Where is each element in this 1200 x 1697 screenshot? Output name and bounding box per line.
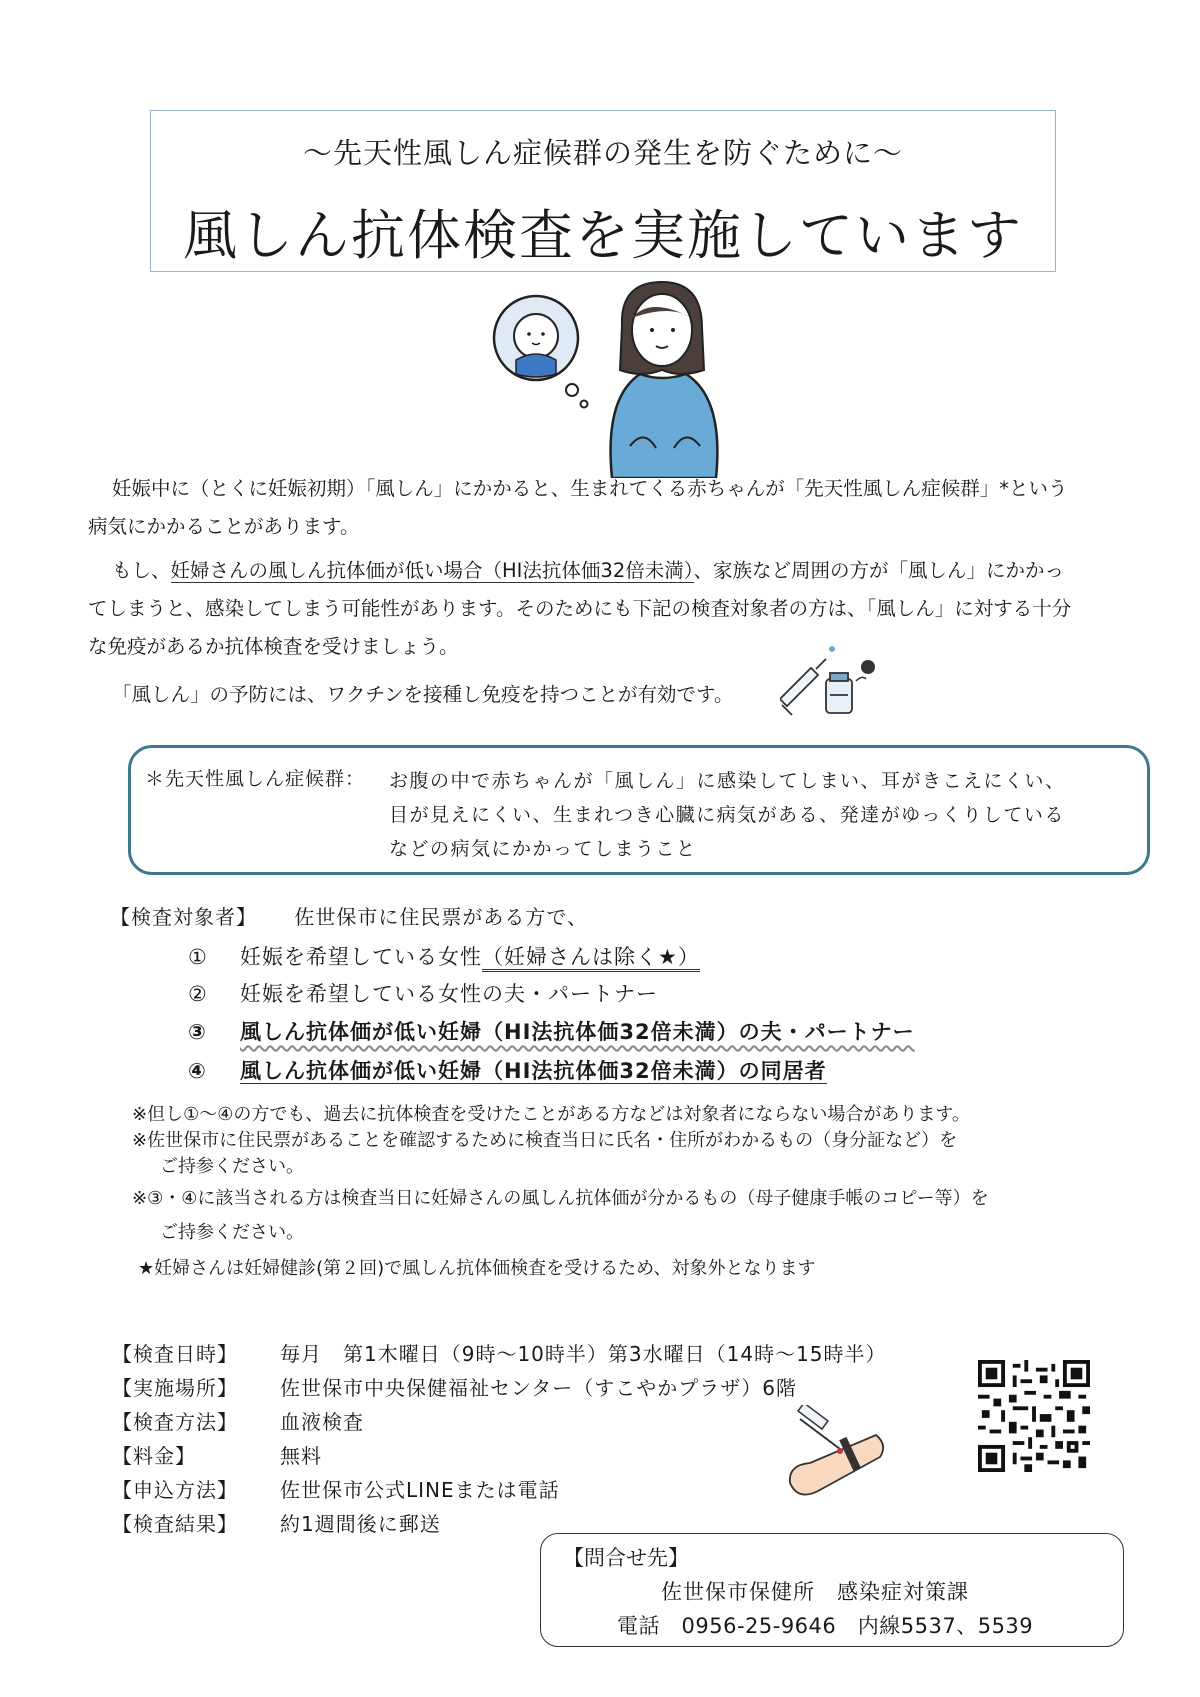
target-item-2 [188, 978, 658, 1008]
definition-line: などの病気にかかってしまうこと [389, 838, 697, 860]
target-item-4 [188, 1055, 827, 1085]
intro-line [88, 552, 1128, 590]
info-label: 【検査日時】 [112, 1342, 238, 1366]
intro-paragraph-2 [88, 552, 1128, 666]
info-value: 佐世保市公式LINEまたは電話 [280, 1478, 560, 1502]
intro-text: もし、 [112, 559, 171, 582]
info-label: 【実施場所】 [112, 1376, 238, 1400]
target-item-1 [188, 941, 700, 971]
intro-paragraph-3: 「風しん」の予防には、ワクチンを接種し免疫を持つことが有効です。 [112, 683, 734, 706]
contact-label: 【問合せ先】 [563, 1546, 689, 1570]
note-4: ★妊婦さんは妊婦健診(第２回)で風しん抗体価検査を受けるため、対象外となります [138, 1258, 816, 1279]
item-number: ③ [188, 1020, 207, 1044]
qr-code[interactable] [978, 1360, 1090, 1472]
note-line: ご持参ください。 [160, 1156, 304, 1177]
item-number: ④ [188, 1059, 207, 1083]
definition-line: 目が見えにくい、生まれつき心臓に病気がある、発達がゆっくりしている [389, 804, 1065, 826]
info-row-fee [112, 1440, 322, 1469]
page-subtitle: 〜先天性風しん症候群の発生を防ぐために〜 [302, 136, 903, 170]
definition-line: お腹の中で赤ちゃんが「風しん」に感染してしまい、耳がきこえにくい、 [389, 770, 1066, 792]
blood-test-arm-icon [780, 1405, 890, 1505]
contact-organization: 佐世保市保健所 感染症対策課 [661, 1580, 969, 1604]
item-number: ① [188, 945, 208, 969]
definition-box [128, 745, 1150, 875]
info-row-place [112, 1372, 797, 1401]
info-value: 佐世保市中央保健福祉センター（すこやかプラザ）6階 [280, 1376, 797, 1400]
info-row-date [112, 1338, 887, 1367]
info-row-apply [112, 1474, 560, 1503]
vaccine-syringe-icon [780, 635, 880, 725]
item-number: ② [188, 982, 208, 1006]
underlined-text: 妊婦さんの風しん抗体価が低い場合（HI法抗体価32倍未満） [170, 559, 694, 582]
info-label: 【検査方法】 [112, 1410, 238, 1434]
definition-label: ＊先天性風しん症候群： [145, 768, 366, 790]
info-label: 【料金】 [112, 1444, 196, 1468]
target-label: 【検査対象者】 [110, 905, 257, 929]
item-text: 風しん抗体価が低い妊婦（HI法抗体価32倍未満）の夫・パートナー [240, 1020, 915, 1044]
item-text: 妊娠を希望している女性の夫・パートナー [240, 982, 658, 1006]
info-label: 【申込方法】 [112, 1478, 238, 1502]
info-value: 毎月 第1木曜日（9時〜10時半）第3水曜日（14時〜15時半） [280, 1342, 887, 1366]
target-intro: 佐世保市に住民票がある方で、 [294, 905, 588, 929]
intro-line: 病気にかかることがあります。 [88, 515, 360, 538]
info-value: 無料 [280, 1444, 322, 1468]
item-extra: （妊婦さんは除く★） [482, 945, 700, 972]
target-heading [110, 901, 588, 930]
intro-text: 、家族など周囲の方が「風しん」にかかっ [693, 559, 1065, 582]
intro-line: 妊娠中に（とくに妊娠初期）「風しん」にかかると、生まれてくる赤ちゃんが「先天性風しん症候群」*という [112, 477, 1068, 500]
intro-line: な免疫があるか抗体検査を受けましょう。 [88, 635, 459, 658]
item-text: 風しん抗体価が低い妊婦（HI法抗体価32倍未満）の同居者 [240, 1059, 827, 1083]
definition-text [389, 764, 1134, 866]
title-box [150, 110, 1056, 272]
note-1: ※但し①〜④の方でも、過去に抗体検査を受けたことがある方などは対象者にならない場合があります。 [132, 1104, 970, 1125]
page-title: 風しん抗体検査を実施しています [183, 204, 1023, 267]
intro-line: てしまうと、感染してしまう可能性があります。そのためにも下記の検査対象者の方は、「風しん」に対する十分 [88, 597, 1072, 620]
info-row-result [112, 1508, 441, 1537]
info-label: 【検査結果】 [112, 1512, 238, 1536]
note-line: ご持参ください。 [160, 1222, 304, 1243]
note-line: ※③・④に該当される方は検査当日に妊婦さんの風しん抗体価が分かるもの（母子健康手帳のコピー等）を [132, 1188, 989, 1209]
note-line: ※佐世保市に住民票があることを確認するために検査当日に氏名・住所がわかるもの（身分証など）を [132, 1130, 958, 1151]
info-value: 約1週間後に郵送 [280, 1512, 441, 1536]
info-row-method [112, 1406, 364, 1435]
pregnant-woman-illustration [480, 278, 730, 478]
item-text: 妊娠を希望している女性 [240, 945, 482, 969]
target-item-3 [188, 1016, 915, 1046]
note-3 [132, 1186, 1112, 1246]
info-value: 血液検査 [280, 1410, 364, 1434]
note-2 [132, 1128, 1112, 1180]
intro-paragraph-1 [88, 470, 1128, 546]
contact-phone: 電話 0956-25-9646 内線5537、5539 [617, 1614, 1034, 1638]
contact-box [540, 1533, 1124, 1647]
